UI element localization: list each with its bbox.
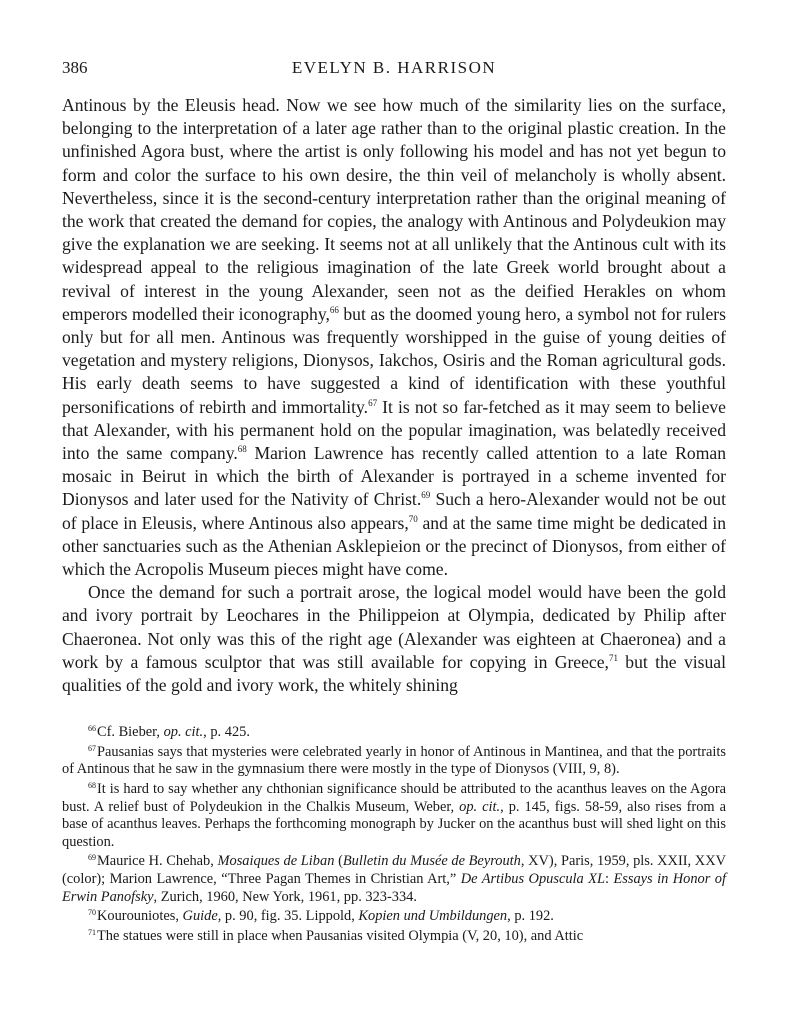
note-text: Maurice H. Chehab, xyxy=(97,853,218,870)
footnote-ref-69: 69 xyxy=(421,490,431,501)
page xyxy=(62,58,726,947)
footnote-number: 69 xyxy=(88,853,96,863)
footnote-ref-66: 66 xyxy=(329,304,339,315)
footnote-70 xyxy=(62,908,726,926)
note-text: , XV), Paris, 1959, pls. XXII, XXV (color); Marion Lawrence, “Three Pagan Themes in Christian Art,” xyxy=(62,853,726,888)
footnote-71 xyxy=(62,928,726,946)
text-run: Antinous by the Eleusis head. Now we see how much of the similarity lies on the surface, belonging to the interpretation of a later age rather than to the original plastic creation. In the unfinished Agora bust, where the artist is only following his model and has not yet begun to form and color the surface to his own desire, the thin veil of melancholy is wholly absent. Nevertheless, since it is the second-century interpretation rather than the original meaning of the work that created the demand for copies, the analogy with Antinous and Polydeukion may give the explanation we are seeking. It seems not at all unlikely that the Antinous cult with its widespread appeal to the religious imagination of the late Greek world brought about a revival of interest in the young Alexander, seen not as the deified Herakles on whom emperors modelled their iconography, xyxy=(62,95,726,324)
page-number: 386 xyxy=(62,58,88,77)
footnote-ref-67: 67 xyxy=(368,397,378,408)
footnotes xyxy=(62,724,726,945)
footnote-67 xyxy=(62,744,726,779)
footnote-number: 66 xyxy=(88,724,96,734)
footnote-ref-70: 70 xyxy=(408,513,418,524)
note-italic: Bulletin du Musée de Beyrouth xyxy=(342,853,521,870)
text-run: but the visual qualities of the gold and ivory work, the whitely shining xyxy=(62,651,726,696)
note-italic: Essays in Honor of Erwin Panofsky xyxy=(62,871,726,905)
note-italic: De Artibus Opuscula XL xyxy=(460,871,605,888)
body-text xyxy=(62,94,726,697)
paragraph-2 xyxy=(62,581,726,697)
footnote-number: 71 xyxy=(88,927,96,937)
paragraph-1 xyxy=(62,94,726,581)
footnote-number: 68 xyxy=(88,781,96,791)
note-text: , p. 145, figs. 58-59, also rises from a base of acanthus leaves. Perhaps the forthcoming monograph by Jucker on the acanthus bust will shed light on this question. xyxy=(62,798,726,850)
footnote-66 xyxy=(62,724,726,742)
note-italic: op. cit. xyxy=(459,798,501,815)
note-text: Pausanias says that mysteries were celebrated yearly in honor of Antinous in Mantinea, and that the portraits of Antinous that he saw in the gymnasium there were mostly in the type of Dionysos (VIII, 9, 8). xyxy=(62,743,726,778)
note-text: , p. 425. xyxy=(203,724,250,741)
running-head: EVELYN B. HARRISON xyxy=(291,58,497,77)
text-run: It is not so far-fetched as it may seem to believe that Alexander, with his permanent hold on the popular imagination, was belatedly received into the same company. xyxy=(62,396,726,464)
note-text: Cf. Bieber, xyxy=(97,724,164,741)
note-text: ( xyxy=(334,853,343,870)
footnote-69 xyxy=(62,853,726,906)
note-text: , Zurich, 1960, New York, 1961, pp. 323-334. xyxy=(153,888,417,905)
note-italic: op. cit. xyxy=(163,724,204,741)
text-run: and at the same time might be dedicated in other sanctuaries such as the Athenian Asklepieion or the precinct of Dionysos, from either of which the Acropolis Museum pieces might have come. xyxy=(62,512,727,580)
footnote-68 xyxy=(62,781,726,851)
note-text: Kourouniotes, xyxy=(97,908,183,925)
note-text: , p. 90, fig. 35. Lippold, xyxy=(217,908,359,925)
note-text: , p. 192. xyxy=(507,908,554,925)
footnote-ref-71: 71 xyxy=(608,652,618,663)
text-run: Once the demand for such a portrait arose, the logical model would have been the gold and ivory portrait by Leochares in the Philippeion at Olympia, dedicated by Philip after Chaeronea. Not only was this of the right age (Alexander was eighteen at Chaeronea) and a work by a famous sculptor that was still available for copying in Greece, xyxy=(62,582,726,672)
note-text: The statues were still in place when Pausanias visited Olympia (V, 20, 10), and Attic xyxy=(97,927,584,944)
text-run: Such a hero-Alexander would not be out of place in Eleusis, where Antinous also appears, xyxy=(62,489,726,533)
footnote-number: 70 xyxy=(88,908,96,918)
note-text: : xyxy=(604,871,614,888)
page-header xyxy=(62,58,726,82)
note-italic: Kopien und Umbildungen xyxy=(358,908,508,925)
text-run: Marion Lawrence has recently called attention to a late Roman mosaic in Beirut in which the birth of Alexander is portrayed in a scheme invented for Dionysos and later used for the Nativity of Christ. xyxy=(62,443,726,510)
footnote-ref-68: 68 xyxy=(237,444,247,455)
note-italic: Guide xyxy=(182,908,218,925)
text-run: but as the doomed young hero, a symbol not for rulers only but for all men. Antinous was frequently worshipped in the guise of young deities of vegetation and mystery religions, Dionysos, Iakchos, Osiris and the Roman agricultural gods. His early death seems to have suggested a kind of identification with these youthful personifications of rebirth and immortality. xyxy=(62,303,726,417)
note-text: It is hard to say whether any chthonian significance should be attributed to the acanthus leaves on the Agora bust. A relief bust of Polydeukion in the Chalkis Museum, Weber, xyxy=(62,781,726,815)
note-italic: Mosaiques de Liban xyxy=(217,853,335,870)
footnote-number: 67 xyxy=(88,743,96,753)
